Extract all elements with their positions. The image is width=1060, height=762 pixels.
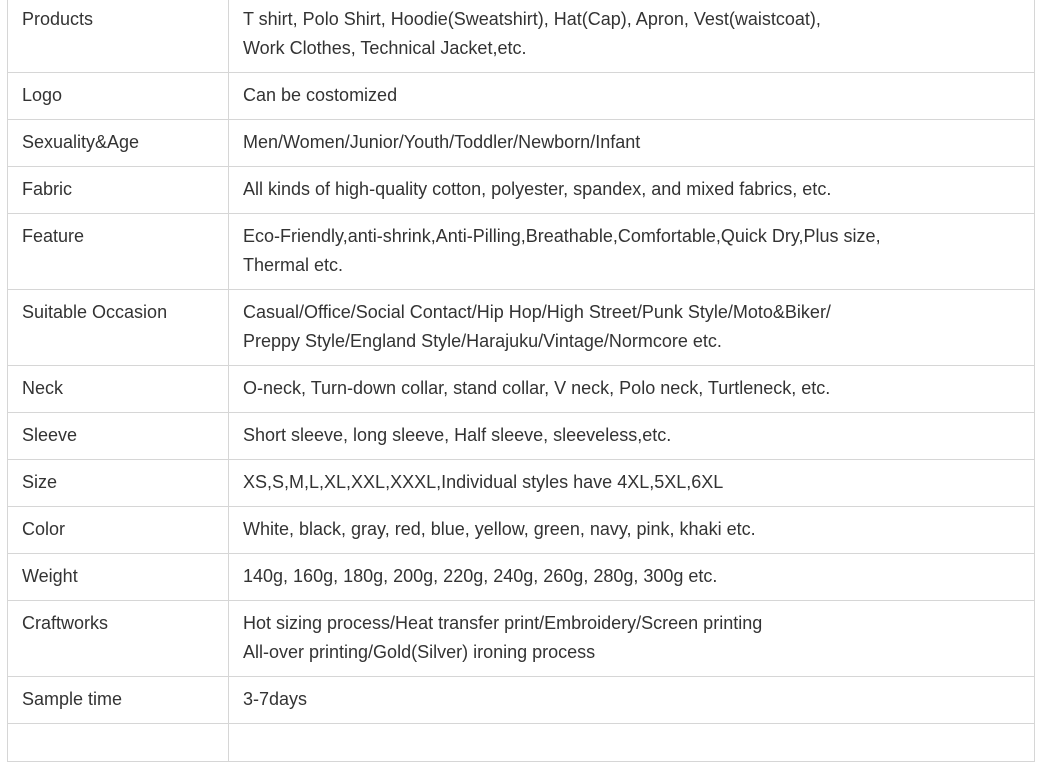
- row-value-cell: [229, 554, 1035, 601]
- row-label: Size: [22, 472, 58, 492]
- row-label-cell: [8, 167, 229, 214]
- row-label: Logo: [22, 85, 63, 105]
- table-row: [8, 413, 1035, 460]
- row-value-line: Preppy Style/England Style/Harajuku/Vintage/Normcore etc.: [243, 331, 722, 351]
- row-value-cell: [229, 0, 1035, 73]
- row-label: Sample time: [22, 689, 123, 709]
- row-label-cell: [8, 507, 229, 554]
- table-row: [8, 167, 1035, 214]
- spec-table-body: [8, 0, 1035, 762]
- row-label-cell: [8, 120, 229, 167]
- row-value-cell: [229, 73, 1035, 120]
- row-value-line: T shirt, Polo Shirt, Hoodie(Sweatshirt), Hat(Cap), Apron, Vest(waistcoat),: [243, 9, 821, 29]
- row-label: Craftworks: [22, 613, 109, 633]
- row-value-line: Thermal etc.: [243, 255, 344, 275]
- row-value-line: 3-7days: [243, 689, 308, 709]
- row-value-line: All-over printing/Gold(Silver) ironing process: [243, 642, 596, 662]
- row-value-line: Hot sizing process/Heat transfer print/Embroidery/Screen printing: [243, 613, 763, 633]
- row-value-line: XS,S,M,L,XL,XXL,XXXL,Individual styles have 4XL,5XL,6XL: [243, 472, 724, 492]
- row-label: Feature: [22, 226, 85, 246]
- row-value-line: Short sleeve, long sleeve, Half sleeve, sleeveless,etc.: [243, 425, 672, 445]
- row-label: Sleeve: [22, 425, 78, 445]
- row-label-cell: [8, 73, 229, 120]
- row-value-cell: [229, 413, 1035, 460]
- row-label: Color: [22, 519, 66, 539]
- row-label-cell: [8, 601, 229, 677]
- row-label: Weight: [22, 566, 78, 586]
- row-label: Products: [22, 9, 94, 29]
- row-value-line: All kinds of high-quality cotton, polyester, spandex, and mixed fabrics, etc.: [243, 179, 832, 199]
- row-label-cell: [8, 413, 229, 460]
- row-value-line: White, black, gray, red, blue, yellow, green, navy, pink, khaki etc.: [243, 519, 756, 539]
- row-value-cell: [229, 601, 1035, 677]
- row-value-cell: [229, 290, 1035, 366]
- row-label-cell: [8, 677, 229, 724]
- row-value-line: Can be costomized: [243, 85, 398, 105]
- row-label-cell: [8, 214, 229, 290]
- table-row: [8, 73, 1035, 120]
- table-row: [8, 554, 1035, 601]
- row-value-cell: [229, 214, 1035, 290]
- table-row: [8, 290, 1035, 366]
- row-label: Neck: [22, 378, 64, 398]
- table-row-partial: [8, 724, 1035, 762]
- row-label-cell: [8, 290, 229, 366]
- row-value-cell: [229, 724, 1035, 762]
- table-row: [8, 0, 1035, 73]
- table-row: [8, 677, 1035, 724]
- table-row: [8, 120, 1035, 167]
- row-value-line: Men/Women/Junior/Youth/Toddler/Newborn/Infant: [243, 132, 641, 152]
- row-label: Fabric: [22, 179, 73, 199]
- row-value-cell: [229, 120, 1035, 167]
- row-value-line: Work Clothes, Technical Jacket,etc.: [243, 38, 527, 58]
- row-label-cell: [8, 366, 229, 413]
- row-value-line: O-neck, Turn-down collar, stand collar, V neck, Polo neck, Turtleneck, etc.: [243, 378, 831, 398]
- row-label-cell: [8, 554, 229, 601]
- row-label-cell: [8, 460, 229, 507]
- row-value-cell: [229, 366, 1035, 413]
- table-row: [8, 460, 1035, 507]
- row-value-cell: [229, 677, 1035, 724]
- row-label: Sexuality&Age: [22, 132, 140, 152]
- row-value-line: Eco-Friendly,anti-shrink,Anti-Pilling,Breathable,Comfortable,Quick Dry,Plus size,: [243, 226, 881, 246]
- table-row: [8, 366, 1035, 413]
- table-row: [8, 601, 1035, 677]
- row-label: Suitable Occasion: [22, 302, 168, 322]
- row-value-cell: [229, 167, 1035, 214]
- row-value-cell: [229, 460, 1035, 507]
- row-value-cell: [229, 507, 1035, 554]
- row-label-cell: [8, 0, 229, 73]
- row-label-cell: [8, 724, 229, 762]
- product-spec-table: [7, 0, 1035, 762]
- row-value-line: 140g, 160g, 180g, 200g, 220g, 240g, 260g, 280g, 300g etc.: [243, 566, 718, 586]
- table-row: [8, 507, 1035, 554]
- table-row: [8, 214, 1035, 290]
- row-value-line: Casual/Office/Social Contact/Hip Hop/High Street/Punk Style/Moto&Biker/: [243, 302, 831, 322]
